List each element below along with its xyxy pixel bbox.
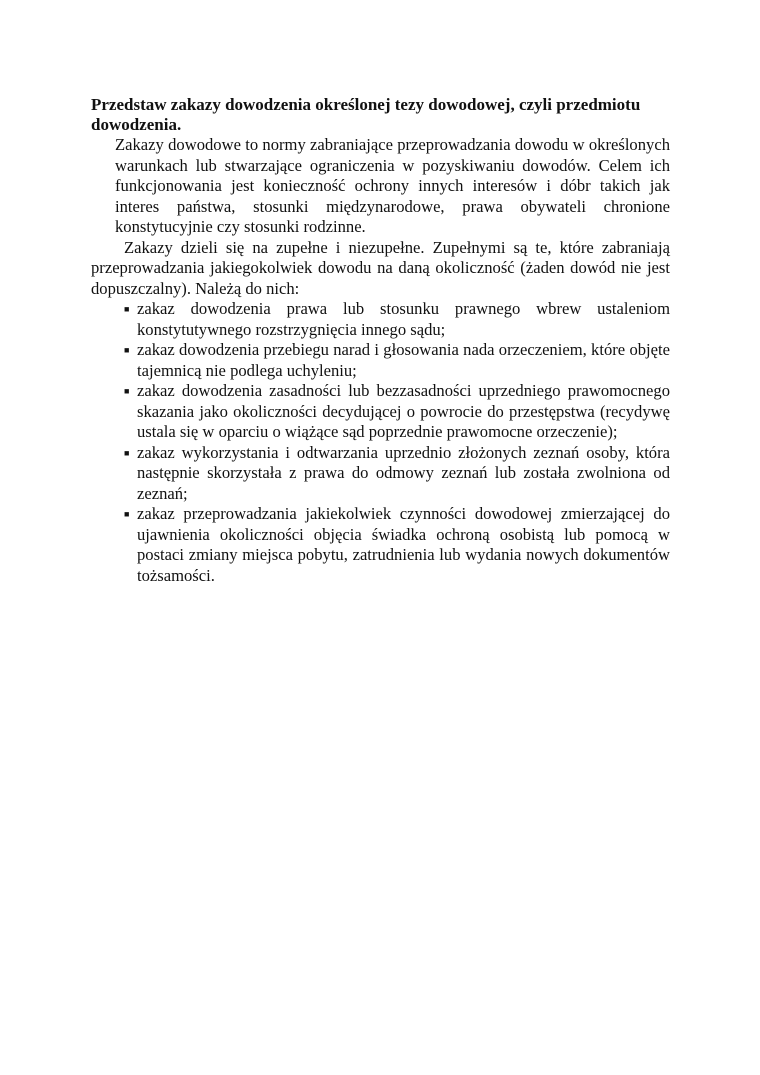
paragraph-classification: Zakazy dzieli się na zupełne i niezupełne. Zupełnymi są te, które zabraniają przeprowadzania jakiegokolwiek dowodu na daną okoliczność (żaden dowód nie jest dopuszczalny). Należą do nich: xyxy=(91,237,670,298)
list-item-text: zakaz dowodzenia przebiegu narad i głosowania nada orzeczeniem, które objęte tajemnicą nie podlega uchyleniu; xyxy=(137,340,670,380)
list-item xyxy=(124,340,670,381)
square-bullet-icon: ■ xyxy=(124,509,130,519)
list-item xyxy=(124,381,670,443)
list-item-text: zakaz wykorzystania i odtwarzania uprzednio złożonych zeznań osoby, która następnie skorzystała z prawa do odmowy zeznań lub została zwolniona od zeznań; xyxy=(137,442,670,503)
question-heading: Przedstaw zakazy dowodzenia określonej tezy dowodowej, czyli przedmiotu dowodzenia. xyxy=(91,95,641,134)
document-page xyxy=(91,95,670,586)
list-item-text: zakaz przeprowadzania jakiekolwiek czynności dowodowej zmierzającej do ujawnienia okoliczności objęcia świadka ochroną osobistą lub pomocą w postaci zmiany miejsca pobytu, zatrudnienia lub wydania nowych dokumentów tożsamości. xyxy=(137,504,670,585)
square-bullet-icon: ■ xyxy=(124,304,130,314)
square-bullet-icon: ■ xyxy=(124,447,130,458)
square-bullet-icon: ■ xyxy=(124,386,130,396)
list-item xyxy=(124,443,670,505)
list-item-text: zakaz dowodzenia zasadności lub bezzasadności uprzedniego prawomocnego skazania jako okoliczności decydującej o powrocie do przestępstwa (recydywę ustala się w oparciu o wiążące sąd poprzednie prawomocne orzeczenie); xyxy=(137,381,670,441)
paragraph-definition: Zakazy dowodowe to normy zabraniające przeprowadzania dowodu w określonych warunkach lub stwarzające ograniczenia w pozyskiwaniu dowodów. Celem ich funkcjonowania jest konieczność ochrony innych interesów i dóbr takich jak interes państwa, stosunki międzynarodowe, prawa obywateli chronione konstytucyjnie czy stosunki rodzinne. xyxy=(115,135,670,236)
list-item xyxy=(124,299,670,340)
list-item xyxy=(124,504,670,586)
list-item-text: zakaz dowodzenia prawa lub stosunku prawnego wbrew ustaleniom konstytutywnego rozstrzygnięcia innego sądu; xyxy=(137,299,670,339)
square-bullet-icon: ■ xyxy=(124,345,130,355)
bullet-list xyxy=(91,299,670,586)
